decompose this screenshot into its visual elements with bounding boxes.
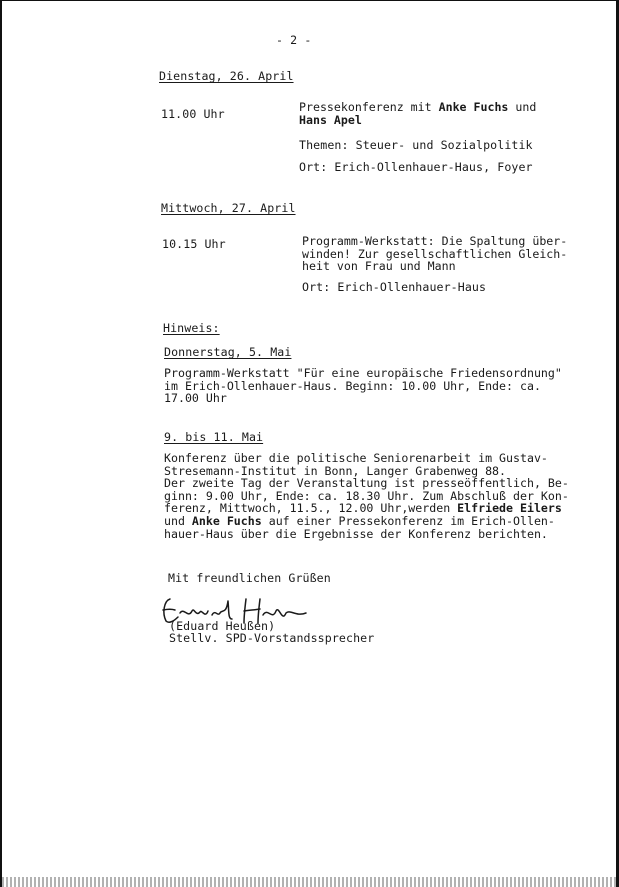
event-line: heit von Frau und Mann	[302, 259, 456, 274]
event-title-press-conference	[299, 101, 536, 126]
time-wednesday: 10.15 Uhr	[162, 237, 226, 251]
conference-line: Konferenz über die politische Seniorenarbeit im Gustav-	[164, 451, 548, 465]
speaker-name: Elfriede Eilers	[457, 501, 562, 516]
scan-edge-artifact	[2, 877, 616, 887]
notice-line: Programm-Werkstatt "Für eine europäische Friedensordnung"	[164, 366, 562, 380]
notice-heading: Hinweis:	[163, 321, 220, 335]
notice-body	[164, 367, 562, 405]
event-location: Ort: Erich-Ollenhauer-Haus	[302, 280, 487, 294]
speaker-name: Hans Apel	[299, 112, 362, 127]
notice-date: Donnerstag, 5. Mai	[164, 345, 292, 359]
signatory-name: (Eduard Heußen)	[169, 619, 276, 633]
event-line: Programm-Werkstatt: Die Spaltung über-	[302, 234, 568, 248]
conference-date: 9. bis 11. Mai	[164, 430, 264, 444]
time-tuesday: 11.00 Uhr	[161, 107, 225, 121]
conference-line: hauer-Haus über die Ergebnisse der Konferenz berichten.	[164, 526, 548, 541]
signatory-role: Stellv. SPD-Vorstandssprecher	[169, 631, 375, 645]
conference-text: auf einer Pressekonferenz im Erich-Ollen-	[261, 513, 555, 528]
conference-body	[164, 452, 569, 540]
speaker-name: Anke Fuchs	[191, 513, 262, 528]
conference-text: und	[164, 513, 192, 528]
event-title-text: Pressekonferenz mit	[299, 100, 439, 114]
event-title-text: und	[508, 100, 537, 114]
date-heading-tuesday: Dienstag, 26. April	[159, 69, 294, 83]
conference-line: Der zweite Tag der Veranstaltung ist presseöffentlich, Be-	[164, 476, 569, 491]
event-line: winden! Zur gesellschaftlichen Gleich-	[302, 246, 568, 261]
event-title-workshop	[302, 235, 567, 273]
notice-line: 17.00 Uhr	[164, 391, 227, 406]
notice-line: im Erich-Ollenhauer-Haus. Beginn: 10.00 Uhr, Ende: ca.	[164, 378, 541, 393]
event-themes: Themen: Steuer- und Sozialpolitik	[299, 138, 533, 152]
page-number: - 2 -	[276, 33, 312, 47]
closing-greeting: Mit freundlichen Grüßen	[168, 571, 331, 585]
speaker-name: Anke Fuchs	[438, 100, 509, 114]
date-heading-wednesday: Mittwoch, 27. April	[161, 201, 296, 215]
conference-text: ferenz, Mittwoch, 11.5., 12.00 Uhr,werden	[164, 501, 458, 516]
conference-line: ginn: 9.00 Uhr, Ende: ca. 18.30 Uhr. Zum Abschluß der Kon-	[164, 488, 569, 503]
conference-line: Stresemann-Institut in Bonn, Langer Grabenweg 88.	[164, 463, 507, 478]
conference-line	[164, 515, 569, 528]
event-location: Ort: Erich-Ollenhauer-Haus, Foyer	[299, 160, 533, 174]
